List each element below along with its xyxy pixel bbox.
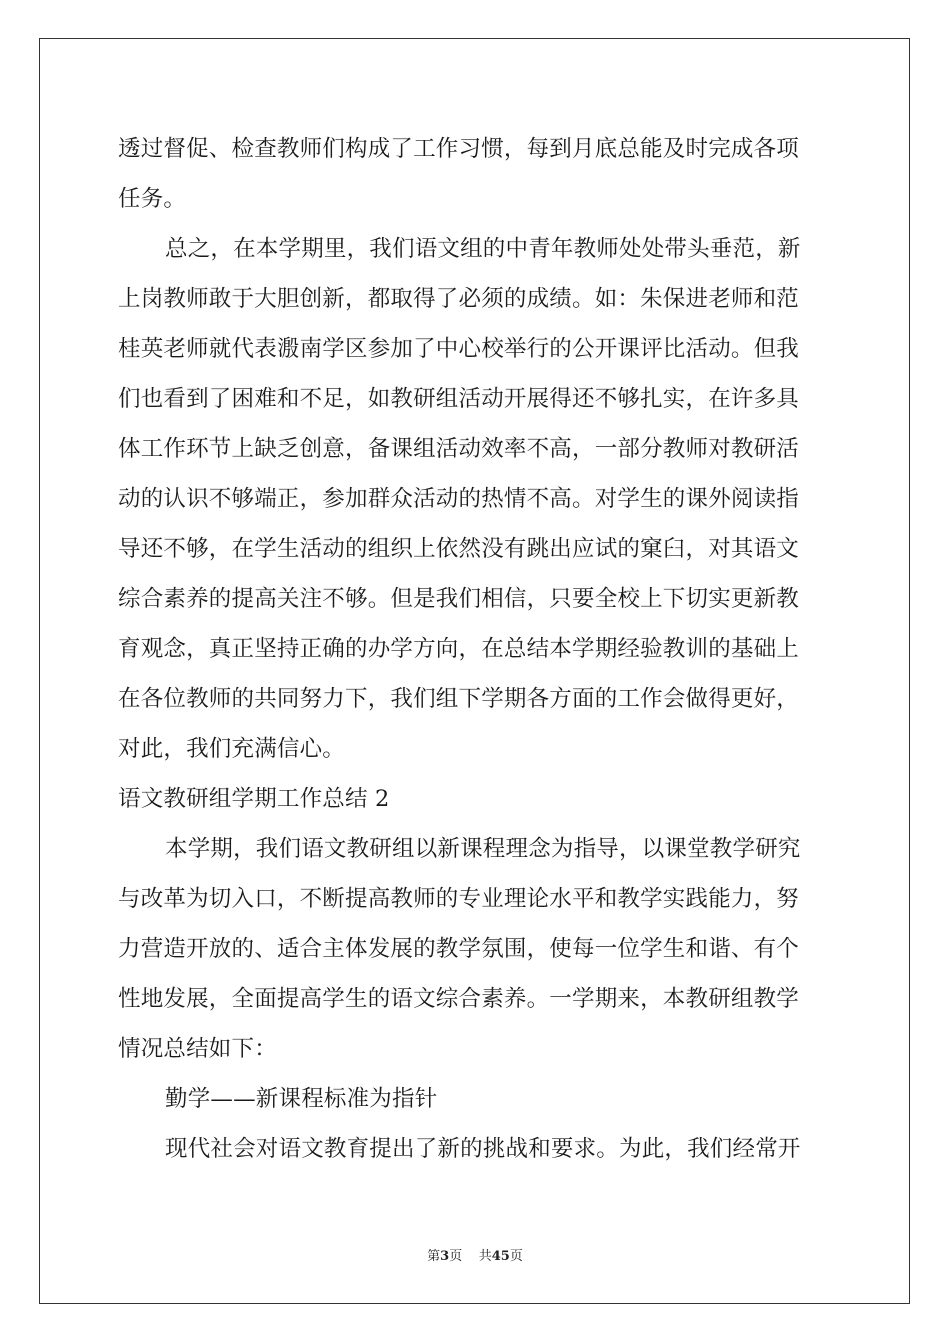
page-suffix: 页 <box>449 1249 463 1264</box>
document-body <box>118 124 838 1174</box>
text-line: 总之，在本学期里，我们语文组的中青年教师处处带头垂范，新 <box>165 236 801 262</box>
text-line: 体工作环节上缺乏创意，备课组活动效率不高，一部分教师对教研活 <box>118 436 800 462</box>
text-line: 桂英老师就代表溵南学区参加了中心校举行的公开课评比活动。但我 <box>118 336 800 362</box>
text-line: 与改革为切入口，不断提高教师的专业理论水平和教学实践能力，努 <box>118 886 800 912</box>
total-prefix: 共 <box>478 1249 492 1264</box>
text-line: 对此，我们充满信心。 <box>118 736 346 762</box>
page-prefix: 第 <box>427 1249 441 1264</box>
text-line: 动的认识不够端正，参加群众活动的热情不高。对学生的课外阅读指 <box>118 486 800 512</box>
text-line: 上岗教师敢于大胆创新，都取得了必须的成绩。如：朱保进老师和范 <box>118 286 800 312</box>
text-line: 育观念，真正坚持正确的办学方向，在总结本学期经验教训的基础上 <box>118 636 800 662</box>
text-line: 语文教研组学期工作总结 2 <box>118 786 390 812</box>
text-line: 现代社会对语文教育提出了新的挑战和要求。为此，我们经常开 <box>165 1136 801 1162</box>
text-line: 们也看到了困难和不足，如教研组活动开展得还不够扎实，在许多具 <box>118 386 800 412</box>
total-pages: 45 <box>491 1249 510 1264</box>
text-line: 综合素养的提高关注不够。但是我们相信，只要全校上下切实更新教 <box>118 586 800 612</box>
text-line: 情况总结如下： <box>118 1036 277 1062</box>
text-line: 性地发展，全面提高学生的语文综合素养。一学期来，本教研组教学 <box>118 986 800 1012</box>
text-line: 透过督促、检查教师们构成了工作习惯，每到月底总能及时完成各项 <box>118 136 800 162</box>
text-line: 任务。 <box>118 186 187 212</box>
text-line: 在各位教师的共同努力下，我们组下学期各方面的工作会做得更好， <box>118 686 800 712</box>
total-suffix: 页 <box>509 1249 523 1264</box>
text-line: 导还不够，在学生活动的组织上依然没有跳出应试的窠臼，对其语文 <box>118 536 800 562</box>
text-line: 本学期，我们语文教研组以新课程理念为指导，以课堂教学研究 <box>165 836 801 862</box>
page-footer <box>0 1245 950 1264</box>
page-number: 3 <box>440 1249 450 1264</box>
text-line: 勤学——新课程标准为指针 <box>165 1086 438 1112</box>
text-line: 力营造开放的、适合主体发展的教学氛围，使每一位学生和谐、有个 <box>118 936 800 962</box>
